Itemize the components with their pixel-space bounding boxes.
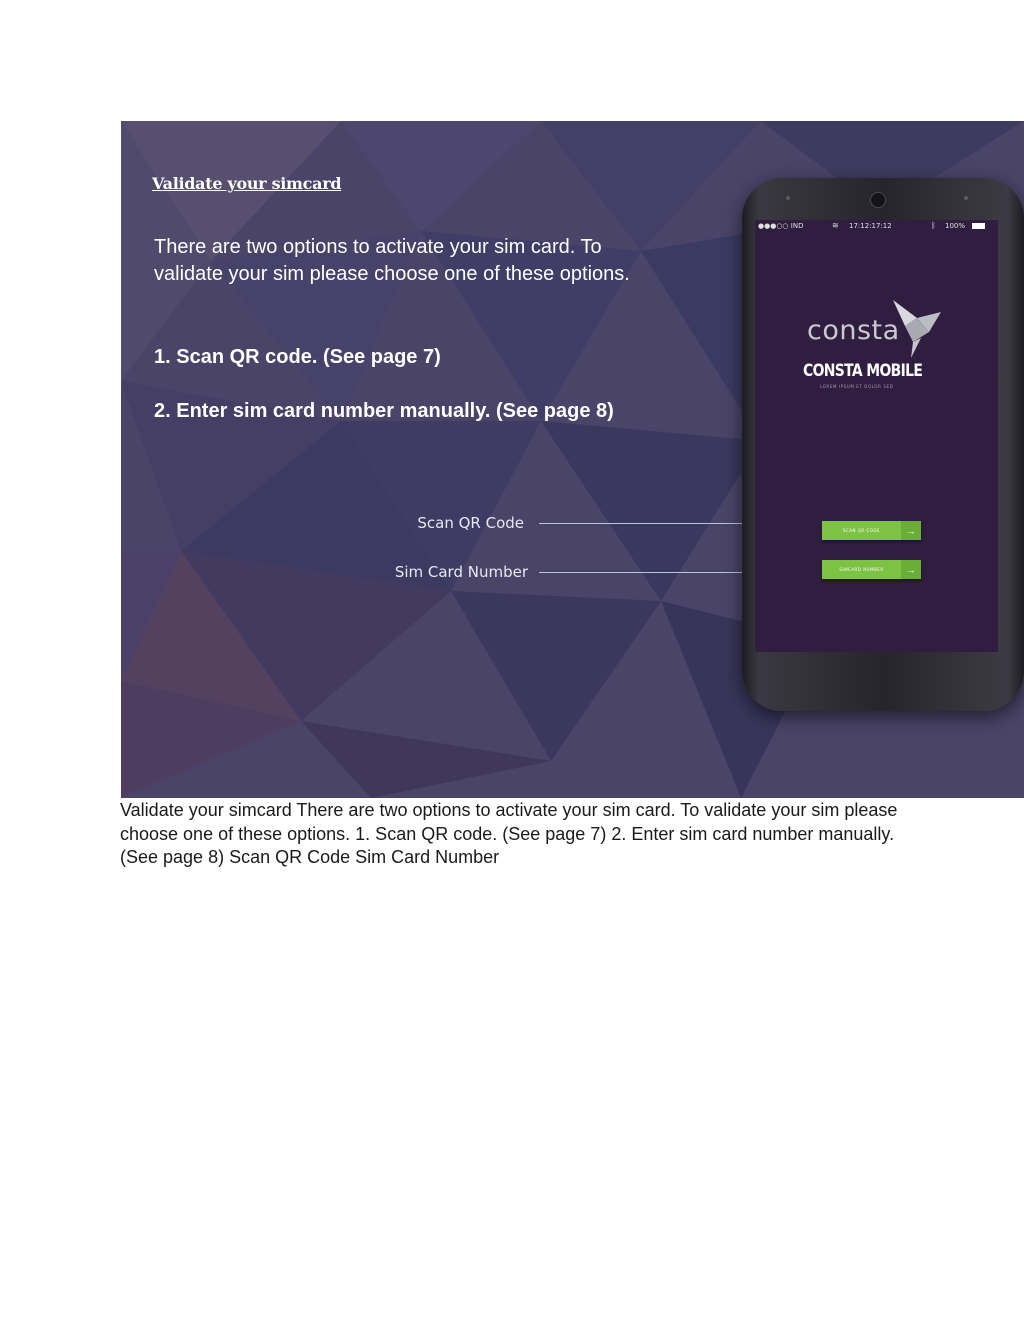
callout-label-scan-qr: Scan QR Code bbox=[417, 514, 524, 532]
status-time: 17:12:17:12 bbox=[849, 222, 892, 230]
wifi-icon: ≋ bbox=[832, 221, 839, 230]
intro-text: There are two options to activate your sim card. To validate your sim please choose one of these options. bbox=[154, 236, 630, 285]
slide-image bbox=[121, 121, 1024, 798]
bluetooth-icon: ᛒ bbox=[931, 221, 936, 230]
simcard-number-label: SIMCARD NUMBER bbox=[839, 567, 884, 572]
status-bar bbox=[755, 220, 998, 234]
signal-indicator: ●●●○○ IND bbox=[758, 222, 804, 230]
phone-mockup bbox=[742, 178, 1024, 711]
option-manual-entry: 2. Enter sim card number manually. (See page 8) bbox=[154, 400, 614, 422]
arrow-right-icon: → bbox=[901, 521, 921, 540]
arrow-right-icon: → bbox=[901, 560, 921, 579]
app-name: CONSTA MOBILE bbox=[803, 361, 923, 381]
battery-icon bbox=[972, 223, 985, 229]
callout-label-sim-number: Sim Card Number bbox=[394, 563, 528, 581]
option-scan-qr: 1. Scan QR code. (See page 7) bbox=[154, 346, 441, 368]
battery-percent: 100% bbox=[945, 222, 966, 230]
simcard-number-button[interactable] bbox=[822, 560, 921, 579]
app-tagline: LOREM IPSUM ET DOLOR SED bbox=[820, 384, 894, 389]
phone-screen bbox=[755, 220, 998, 652]
caption-text: Validate your simcard There are two options to activate your sim card. To validate your sim please choose one of these options. 1. Scan QR code. (See page 7) 2. Enter sim card number manually. (See page 8) Scan QR Code Sim Card Number bbox=[120, 800, 898, 867]
camera-icon bbox=[870, 192, 886, 208]
scan-qr-code-label: SCAN QR CODE bbox=[842, 528, 881, 533]
sensor-dot bbox=[964, 196, 968, 200]
slide-title: Validate your simcard bbox=[152, 174, 342, 193]
scan-qr-code-button[interactable] bbox=[822, 521, 921, 540]
bird-logo-icon bbox=[891, 298, 943, 362]
sensor-dot bbox=[786, 196, 790, 200]
consta-logo: consta bbox=[807, 315, 900, 346]
